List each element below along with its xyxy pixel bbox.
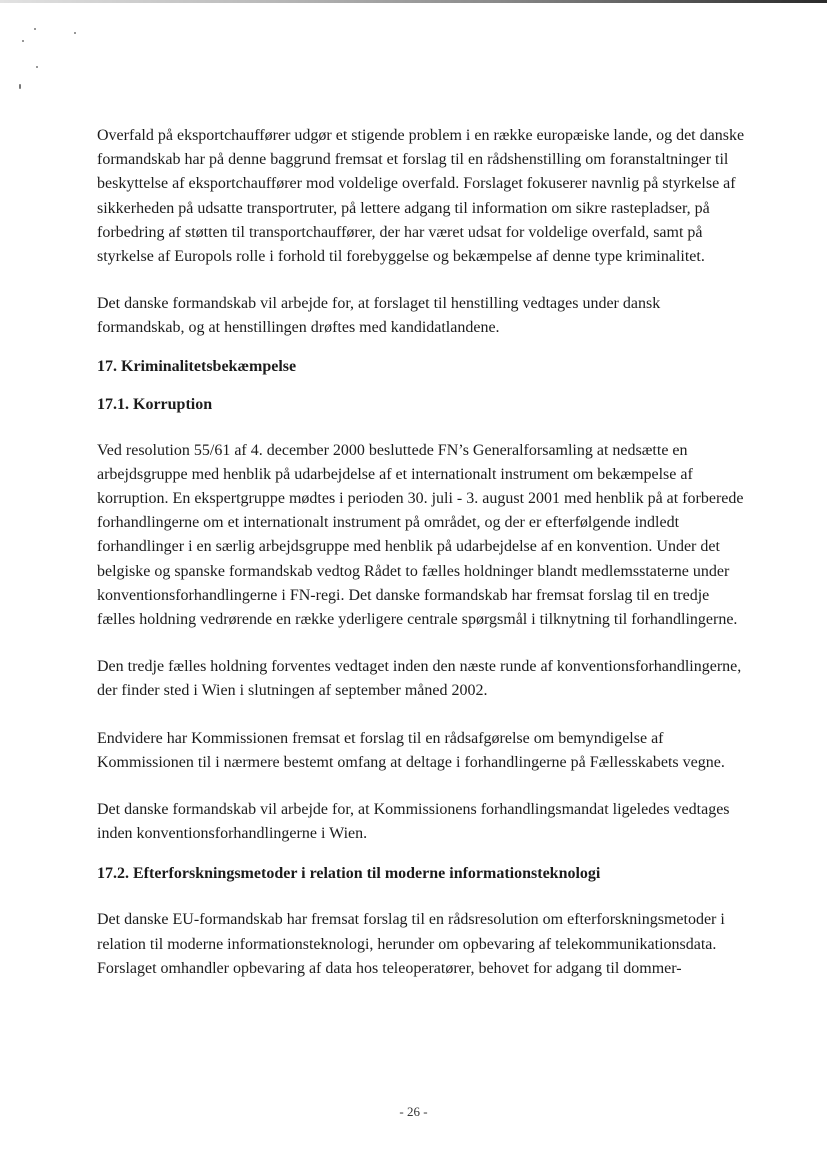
body-paragraph: Endvidere har Kommissionen fremsat et forslag til en rådsafgørelse om bemyndigelse af Kommissionen til i nærmere bestemt omfang at deltage i forhandlingerne på Fællesskabets vegne. <box>97 729 725 771</box>
section-heading-17-1: 17.1. Korruption <box>97 395 213 413</box>
body-paragraph: Det danske formandskab vil arbejde for, at Kommissionens forhandlingsmandat ligeledes vedtages inden konventionsforhandlingerne i Wien. <box>97 801 730 843</box>
document-body <box>97 124 747 981</box>
body-paragraph: Den tredje fælles holdning forventes vedtaget inden den næste runde af konventionsforhandlingerne, der finder sted i Wien i slutningen af september måned 2002. <box>97 658 742 700</box>
body-paragraph: Det danske formandskab vil arbejde for, at forslaget til henstilling vedtages under dansk formandskab, og at henstillingen drøftes med kandidatlandene. <box>97 295 661 337</box>
section-heading-17-2: 17.2. Efterforskningsmetoder i relation til moderne informationsteknologi <box>97 865 601 883</box>
scan-speck <box>19 84 21 89</box>
section-heading-17: 17. Kriminalitetsbekæmpelse <box>97 357 297 375</box>
scan-speck <box>74 32 76 34</box>
body-paragraph: Overfald på eksportchauffører udgør et stigende problem i en række europæiske lande, og det danske formandskab har på denne baggrund fremsat et forslag til en rådshenstilling om foranstaltninger til beskyttelse af eksportchauffører mod voldelige overfald. Forslaget fokuserer navnlig på styrkelse af sikkerheden på udsatte transportruter, på lettere adgang til information om sikre rastepladser, på forbedring af støtten til transportchauffører, der har været udsat for voldelige overfald, samt på styrkelse af Europols rolle i forhold til forebyggelse og bekæmpelse af denne type kriminalitet. <box>97 127 745 266</box>
page-number: - 26 - <box>399 1104 428 1119</box>
body-paragraph: Ved resolution 55/61 af 4. december 2000 besluttede FN’s Generalforsamling at nedsætte en arbejdsgruppe med henblik på udarbejdelse af et internationalt instrument om bekæmpelse af korruption. En ekspertgruppe mødtes i perioden 30. juli - 3. august 2001 med henblik på at forberede forhandlingerne om et internationalt instrument på området, og der er efterfølgende indledt forhandlinger i en særlig arbejdsgruppe med henblik på udarbejdelse af en konvention. Under det belgiske og spanske formandskab vedtog Rådet to fælles holdninger blandt medlemsstaterne under konventionsforhandlingerne i FN-regi. Det danske formandskab har fremsat forslag til en tredje fælles holdning vedrørende en række yderligere centrale spørgsmål i tilknytning til forhandlingerne. <box>97 441 744 629</box>
scan-speck <box>22 40 24 42</box>
scan-speck <box>36 66 38 68</box>
scan-top-edge <box>0 0 827 3</box>
scan-speck <box>34 28 36 30</box>
body-paragraph: Det danske EU-formandskab har fremsat forslag til en rådsresolution om efterforskningsmetoder i relation til moderne informationsteknologi, herunder om opbevaring af telekommunikationsdata. Forslaget omhandler opbevaring af data hos teleoperatører, behovet for adgang til dommer- <box>97 911 725 977</box>
